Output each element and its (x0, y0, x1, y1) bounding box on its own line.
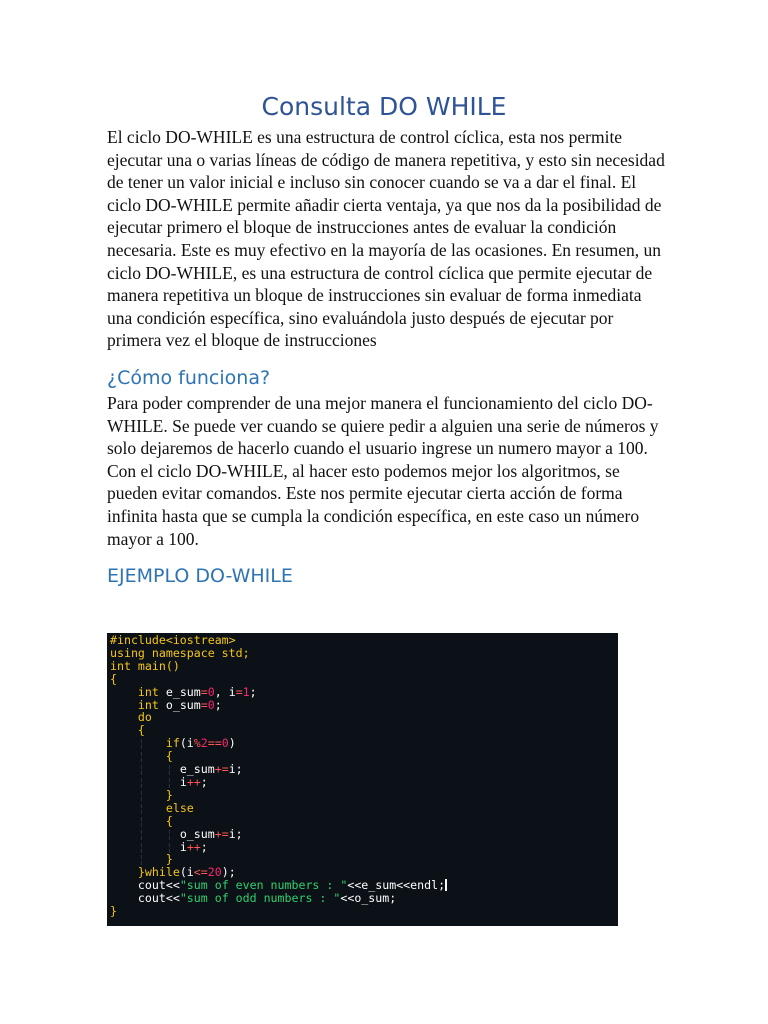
code-token: "sum of odd numbers : " (179, 891, 341, 906)
code-token (110, 749, 138, 763)
code-token: ¦ (137, 762, 145, 777)
code-token: ¦ (137, 826, 145, 841)
code-token: cout<< (110, 878, 180, 893)
code-line (110, 776, 618, 789)
code-token (110, 698, 138, 712)
code-token (110, 685, 138, 699)
code-token (110, 840, 138, 854)
code-token: 0 (207, 684, 215, 699)
code-token: } (137, 865, 145, 880)
code-token: o_sum (172, 826, 215, 841)
code-token (145, 827, 166, 841)
code-token: ¦ (165, 762, 173, 777)
code-token: ¦ (137, 852, 145, 867)
code-token: e_sum (172, 762, 215, 777)
code-token: = (200, 684, 208, 699)
code-screenshot (107, 633, 618, 926)
code-token: (i (179, 865, 194, 880)
code-token: cout<< (110, 891, 180, 906)
code-token: ¦ (137, 800, 145, 815)
code-token (145, 736, 166, 750)
code-token: ¦ (137, 749, 145, 764)
code-token (145, 749, 166, 763)
code-token (145, 775, 166, 789)
code-token: o_sum (158, 697, 201, 712)
code-token (110, 723, 138, 737)
code-token: == (207, 736, 222, 751)
code-token: using namespace std; (110, 645, 250, 660)
code-line (110, 711, 618, 724)
text-cursor (445, 879, 447, 891)
code-token (145, 840, 166, 854)
code-token: <<e_sum<<endl; (347, 878, 446, 893)
code-line (110, 699, 618, 712)
code-token: % (193, 736, 201, 751)
code-token: e_sum (158, 684, 201, 699)
code-line (110, 905, 618, 918)
code-line (110, 802, 618, 815)
code-token: , i (214, 684, 236, 699)
code-token: } (165, 787, 173, 802)
code-token (110, 736, 138, 750)
code-token (145, 852, 166, 866)
code-token: += (214, 762, 229, 777)
document-title: Consulta DO WHILE (261, 92, 507, 121)
code-token: ) (228, 736, 236, 751)
code-token (110, 827, 138, 841)
code-token: int main() (110, 658, 180, 673)
code-token: <<o_sum; (340, 891, 397, 906)
code-token (110, 788, 138, 802)
code-token: ; (214, 697, 222, 712)
intro-paragraph: El ciclo DO-WHILE es una estructura de control cíclica, esta nos permite ejecutar una o varias líneas de código de manera repetitiva, y esto sin necesidad de tener un valor inicial e incluso sin conocer cuando se va a dar el final. El ciclo DO-WHILE permite añadir cierta ventaja, ya que nos da la posibilidad de ejecutar primero el bloque de instrucciones antes de evaluar la condición necesaria. Este es muy efectivo en la mayoría de las ocasiones. En resumen, un ciclo DO-WHILE, es una estructura de control cíclica que permite ejecutar de manera repetitiva un bloque de instrucciones sin evaluar de forma inmediata una condición específica, sino evaluándola justo después de ejecutar por primera vez el bloque de instrucciones (107, 127, 665, 351)
code-token: (i (179, 736, 194, 751)
code-token: ¦ (137, 736, 145, 751)
code-token: ¦ (165, 839, 173, 854)
como-funciona-paragraph: Para poder comprender de una mejor manera el funcionamiento del ciclo DO-WHILE. Se puede ver cuando se quiere pedir a alguien una serie de números y solo dejaremos de hacerlo cuando el usuario ingrese un numero mayor a 100. Con el ciclo DO-WHILE, al hacer esto podemos mejor los algoritmos, se pueden evitar comandos. Este nos permite ejecutar cierta acción de forma infinita hasta que se cumpla la condición específica, en este caso un número mayor a 100. (107, 393, 659, 549)
code-token: = (235, 684, 243, 699)
code-token: ¦ (137, 787, 145, 802)
code-token: "sum of even numbers : " (179, 878, 348, 893)
code-token: ¦ (137, 839, 145, 854)
code-token: 1 (242, 684, 250, 699)
code-token: = (200, 697, 208, 712)
code-token: i (172, 839, 187, 854)
code-token: += (214, 826, 229, 841)
code-block (110, 634, 618, 918)
code-token: { (165, 749, 173, 764)
code-line (110, 892, 618, 905)
code-token: ¦ (137, 813, 145, 828)
code-token: ¦ (165, 826, 173, 841)
code-token: ; (200, 774, 208, 789)
code-token: i; (228, 826, 243, 841)
code-token: int (137, 684, 159, 699)
code-token (110, 801, 138, 815)
code-token: ); (221, 865, 236, 880)
code-token: int (137, 697, 159, 712)
code-token (145, 814, 166, 828)
code-token: ; (249, 684, 257, 699)
code-token (145, 788, 166, 802)
code-token: i; (228, 762, 243, 777)
code-token (110, 814, 138, 828)
code-token: } (110, 904, 117, 919)
section-heading-ejemplo: EJEMPLO DO-WHILE (107, 565, 293, 587)
code-token: { (110, 671, 117, 686)
code-token: #include<iostream> (110, 633, 236, 647)
code-token (145, 801, 166, 815)
code-token: 2 (200, 736, 208, 751)
code-token (110, 762, 138, 776)
code-token: } (165, 852, 173, 867)
code-line (110, 737, 618, 750)
code-token: ; (200, 839, 208, 854)
code-token: { (137, 723, 145, 738)
code-token: ¦ (165, 774, 173, 789)
code-token: ¦ (137, 774, 145, 789)
code-line (110, 660, 618, 673)
code-token: i (172, 774, 187, 789)
code-token (110, 710, 138, 724)
section-heading-como-funciona: ¿Cómo funciona? (107, 367, 271, 389)
code-token: while (144, 865, 180, 880)
code-token: do (137, 710, 152, 725)
code-token: 0 (207, 697, 215, 712)
code-token (145, 762, 166, 776)
code-token: 20 (207, 865, 222, 880)
code-token: ++ (186, 839, 201, 854)
code-token (110, 852, 138, 866)
code-token: 0 (221, 736, 229, 751)
code-token: { (165, 813, 173, 828)
code-token: ++ (186, 774, 201, 789)
code-token: if (165, 736, 180, 751)
code-token: else (165, 800, 194, 815)
code-token (110, 775, 138, 789)
code-line (110, 647, 618, 660)
code-token (110, 865, 138, 879)
code-token: <= (193, 865, 208, 880)
code-line (110, 841, 618, 854)
